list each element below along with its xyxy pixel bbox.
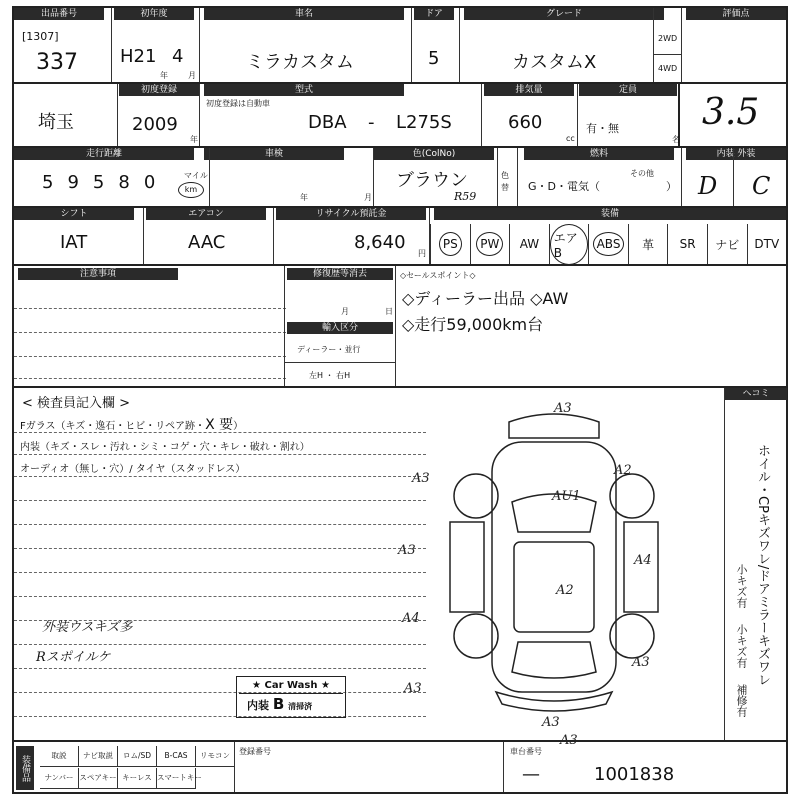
- row-3: [12, 146, 788, 208]
- chassis-dash: —: [522, 764, 540, 785]
- interior-grade: D: [698, 172, 718, 200]
- aircon-cell: [144, 208, 274, 264]
- exterior-grade: C: [752, 172, 771, 200]
- repair-month-unit: 月: [341, 307, 349, 316]
- year-cell: [112, 8, 200, 82]
- inspector-line-1-mark: X 要: [205, 417, 234, 433]
- row-1: [12, 6, 788, 84]
- color-change-cell: [498, 148, 518, 206]
- footer-side-label: 装備品: [16, 746, 34, 790]
- header-transmission: シフト: [14, 208, 134, 220]
- equipment-label: PS: [439, 232, 462, 256]
- side-panel-small-1: 小キズ有: [735, 564, 748, 608]
- footer: [12, 740, 788, 794]
- transmission-cell: [14, 208, 144, 264]
- side-panel-text: ホイル・CPキズワレ/ドアミラーキズワレ: [755, 444, 770, 687]
- interior-cell: [682, 148, 734, 206]
- equipment-item: [470, 224, 510, 264]
- displacement: 660: [508, 112, 543, 133]
- damage-mark: A3: [632, 655, 650, 670]
- mileage-digits: [42, 172, 169, 193]
- equipment-item: [628, 224, 668, 264]
- color-code: R59: [454, 190, 477, 203]
- header-recycle: リサイクル預託金: [276, 208, 426, 220]
- fuel-cell: [518, 148, 682, 206]
- score-cell: [678, 82, 788, 148]
- equipment-label: DTV: [754, 237, 780, 251]
- first-reg-note: 初度登録は自動車: [206, 99, 270, 108]
- header-carname: 車名: [204, 8, 404, 20]
- inspector-line-2: 内装（キズ・スレ・汚れ・シミ・コゲ・穴・キレ・破れ・割れ）: [20, 442, 310, 453]
- model-dash: -: [368, 112, 375, 133]
- steering-text: 左H ・ 右H: [309, 371, 351, 380]
- mileage-cell: [14, 148, 210, 206]
- drive-4wd: 4WD: [658, 64, 678, 73]
- carname-cell: [200, 8, 412, 82]
- name-unit: 名: [672, 135, 680, 144]
- mileage-digit: 5: [42, 172, 68, 193]
- damage-mark: A3: [542, 715, 560, 730]
- equipment-item: [707, 224, 747, 264]
- color-change-label: 色替: [501, 171, 509, 192]
- header-displacement: 排気量: [484, 84, 574, 96]
- inspection-cell: [210, 148, 374, 206]
- car-wash-prefix: 内装: [247, 699, 269, 712]
- door-left-shape: [450, 522, 484, 612]
- side-panel: [724, 388, 787, 740]
- header-caution: 注意事項: [18, 268, 178, 280]
- first-reg-year: 2009: [132, 114, 178, 135]
- fuel-other: その他: [630, 169, 654, 178]
- inspect-year-unit: 年: [300, 193, 308, 202]
- year-era: H21: [120, 46, 157, 67]
- grade: カスタムX: [512, 52, 597, 73]
- inspector-line-1-close: ）: [233, 421, 244, 432]
- reg-number-label: 登録番号: [239, 747, 271, 756]
- car-diagram: [384, 392, 724, 748]
- header-aircon: エアコン: [146, 208, 266, 220]
- side-panel-repair: 補修有: [735, 684, 748, 717]
- footer-item: B-CAS: [157, 746, 196, 767]
- dealer-text: ディーラー・並行: [297, 345, 361, 354]
- firstreg-cell: [118, 84, 200, 146]
- car-wash-title: ★ Car Wash ★: [239, 679, 343, 694]
- drive-cell: [654, 8, 682, 82]
- lot-number: 337: [36, 50, 78, 75]
- equipment-label: SR: [679, 237, 696, 251]
- header-model: 型式: [204, 84, 404, 96]
- header-repair-history: 修復歴等消去: [287, 268, 393, 280]
- row-2: [12, 82, 680, 148]
- yen-unit: 円: [418, 249, 426, 258]
- header-color: 色(ColNo): [374, 148, 494, 160]
- equipment-label: ABS: [593, 232, 625, 256]
- car-name: ミラカスタム: [246, 52, 354, 73]
- equipment-item: [667, 224, 707, 264]
- row-4: [12, 206, 788, 266]
- equipment-label: エアB: [550, 224, 589, 265]
- import-label: 輸入区分: [287, 322, 393, 334]
- hand-note-1: 外装ウスキズ多: [42, 620, 133, 635]
- option-yes-no: 有・無: [586, 122, 619, 135]
- model-code: L275S: [396, 112, 452, 133]
- aircon: AAC: [188, 232, 226, 253]
- month: 4: [172, 46, 184, 67]
- history-cell: [284, 266, 396, 386]
- region: 埼玉: [38, 112, 74, 133]
- damage-mark: A2: [556, 583, 574, 598]
- color-cell: [374, 148, 498, 206]
- recycle-cell: [274, 208, 430, 264]
- header-int-ext: 内装 外装: [686, 148, 786, 160]
- equipment-item: [588, 224, 628, 264]
- car-wash-grade: B: [272, 695, 285, 713]
- footer-item: ナンバー: [40, 768, 79, 789]
- damage-mark: A3: [412, 471, 430, 486]
- damage-mark: A4: [634, 553, 652, 568]
- damage-mark: A3: [554, 401, 572, 416]
- footer-item: リモコン: [196, 746, 235, 767]
- mileage-digit: 9: [67, 172, 93, 193]
- equipment-item: [747, 224, 787, 264]
- chassis-label: 車台番号: [510, 747, 542, 756]
- damage-mark: A3: [404, 681, 422, 696]
- mileage-digit: 0: [143, 172, 170, 193]
- rear-window-shape: [512, 642, 596, 678]
- doors-cell: [412, 8, 460, 82]
- first-reg-year-unit: 年: [190, 135, 198, 144]
- header-side-panel: ヘコミ: [725, 388, 787, 400]
- month-unit: 月: [188, 71, 196, 80]
- inspector-title: < 検査員記入欄 >: [22, 396, 131, 411]
- drive-2wd: 2WD: [658, 34, 678, 43]
- lot-cell: [14, 8, 112, 82]
- footer-item: ナビ取説: [79, 746, 118, 767]
- auction-sheet: [12, 6, 788, 794]
- fuel-close: ）: [666, 180, 677, 193]
- inspector-area: [12, 386, 788, 748]
- sales-point-1: ◇ディーラー出品 ◇AW: [402, 289, 569, 308]
- equipment-label: AW: [519, 237, 540, 251]
- hand-note-2: Rスポイルケ: [36, 650, 111, 665]
- footer-item: ロム/SD: [118, 746, 157, 767]
- sales-point-2: ◇走行59,000km台: [402, 315, 544, 334]
- year-unit: 年: [160, 71, 168, 80]
- recycle-fee: 8,640: [354, 232, 406, 253]
- damage-mark: AU1: [552, 489, 581, 504]
- equipment-item: [430, 224, 470, 264]
- front-bumper-shape: [509, 414, 599, 438]
- transmission: IAT: [60, 232, 88, 253]
- header-score: 評価点: [686, 8, 786, 20]
- header-fuel: 燃料: [524, 148, 674, 160]
- model-prefix: DBA: [308, 112, 347, 133]
- equipment-row: [430, 224, 786, 264]
- damage-mark: A2: [614, 463, 632, 478]
- displacement-cell: [482, 84, 578, 146]
- header-lot: 出品番号: [14, 8, 104, 20]
- footer-item: キーレス: [118, 768, 157, 789]
- damage-mark: A3: [560, 733, 578, 748]
- repair-day-unit: 日: [385, 307, 393, 316]
- mileage-digit: 8: [118, 172, 144, 193]
- color: ブラウン: [396, 170, 468, 191]
- car-wash-box: [236, 676, 346, 718]
- equipment-label: PW: [476, 232, 503, 256]
- header-inspection: 車検: [204, 148, 344, 160]
- footer-item: スペアキー: [79, 768, 118, 789]
- header-firstreg: 初度登録: [119, 84, 199, 96]
- footer-item: スマートキー: [157, 768, 196, 789]
- cc-unit: cc: [566, 134, 575, 143]
- notes-area: [12, 264, 788, 388]
- inspector-line-3: オーディオ（無し・穴）/ タイヤ（スタッドレス）: [20, 464, 246, 475]
- rear-bumper-shape: [496, 692, 612, 711]
- header-mileage: 走行距離: [14, 148, 194, 160]
- damage-mark: A3: [398, 543, 416, 558]
- mileage-unit-alt: マイル: [184, 171, 208, 180]
- car-body-shape: [492, 442, 616, 692]
- inspector-line-1: [20, 414, 243, 434]
- equipment-label: 革: [642, 237, 655, 252]
- damage-mark: A4: [402, 611, 420, 626]
- header-grade: グレード: [464, 8, 664, 20]
- car-wash-line: [247, 695, 312, 713]
- roof-shape: [514, 542, 594, 632]
- doors: 5: [428, 48, 440, 69]
- footer-items: [40, 746, 234, 790]
- equipment-item: [509, 224, 549, 264]
- equipment-item: [549, 224, 589, 264]
- mileage-unit: km: [178, 182, 204, 198]
- inspect-month-unit: 月: [364, 193, 372, 202]
- side-panel-small-2: 小キズ有: [735, 624, 748, 668]
- mileage-digit: 5: [92, 172, 119, 193]
- fuel-options: G・D・電気（: [528, 180, 600, 193]
- lot-code: [1307]: [22, 30, 59, 43]
- header-doors: ドア: [414, 8, 454, 20]
- reg-number-cell: [234, 742, 504, 792]
- inspector-line-1-text: Fガラス（キズ・逸石・ヒビ・リペア跡・: [20, 421, 206, 432]
- footer-item: 取説: [40, 746, 79, 767]
- chassis-number: 1001838: [594, 764, 675, 785]
- header-seats: 定員: [579, 84, 677, 96]
- region-cell: [14, 84, 118, 146]
- car-wash-suffix: 清掃済: [288, 702, 313, 711]
- grade-cell: [460, 8, 654, 82]
- sales-point-label: ◇セールスポイント◇: [400, 271, 476, 280]
- model-cell: [200, 84, 482, 146]
- header-year: 初年度: [114, 8, 194, 20]
- equipment-label: ナビ: [715, 237, 740, 252]
- header-equipment: 装備: [434, 208, 786, 220]
- score: 3.5: [702, 92, 760, 133]
